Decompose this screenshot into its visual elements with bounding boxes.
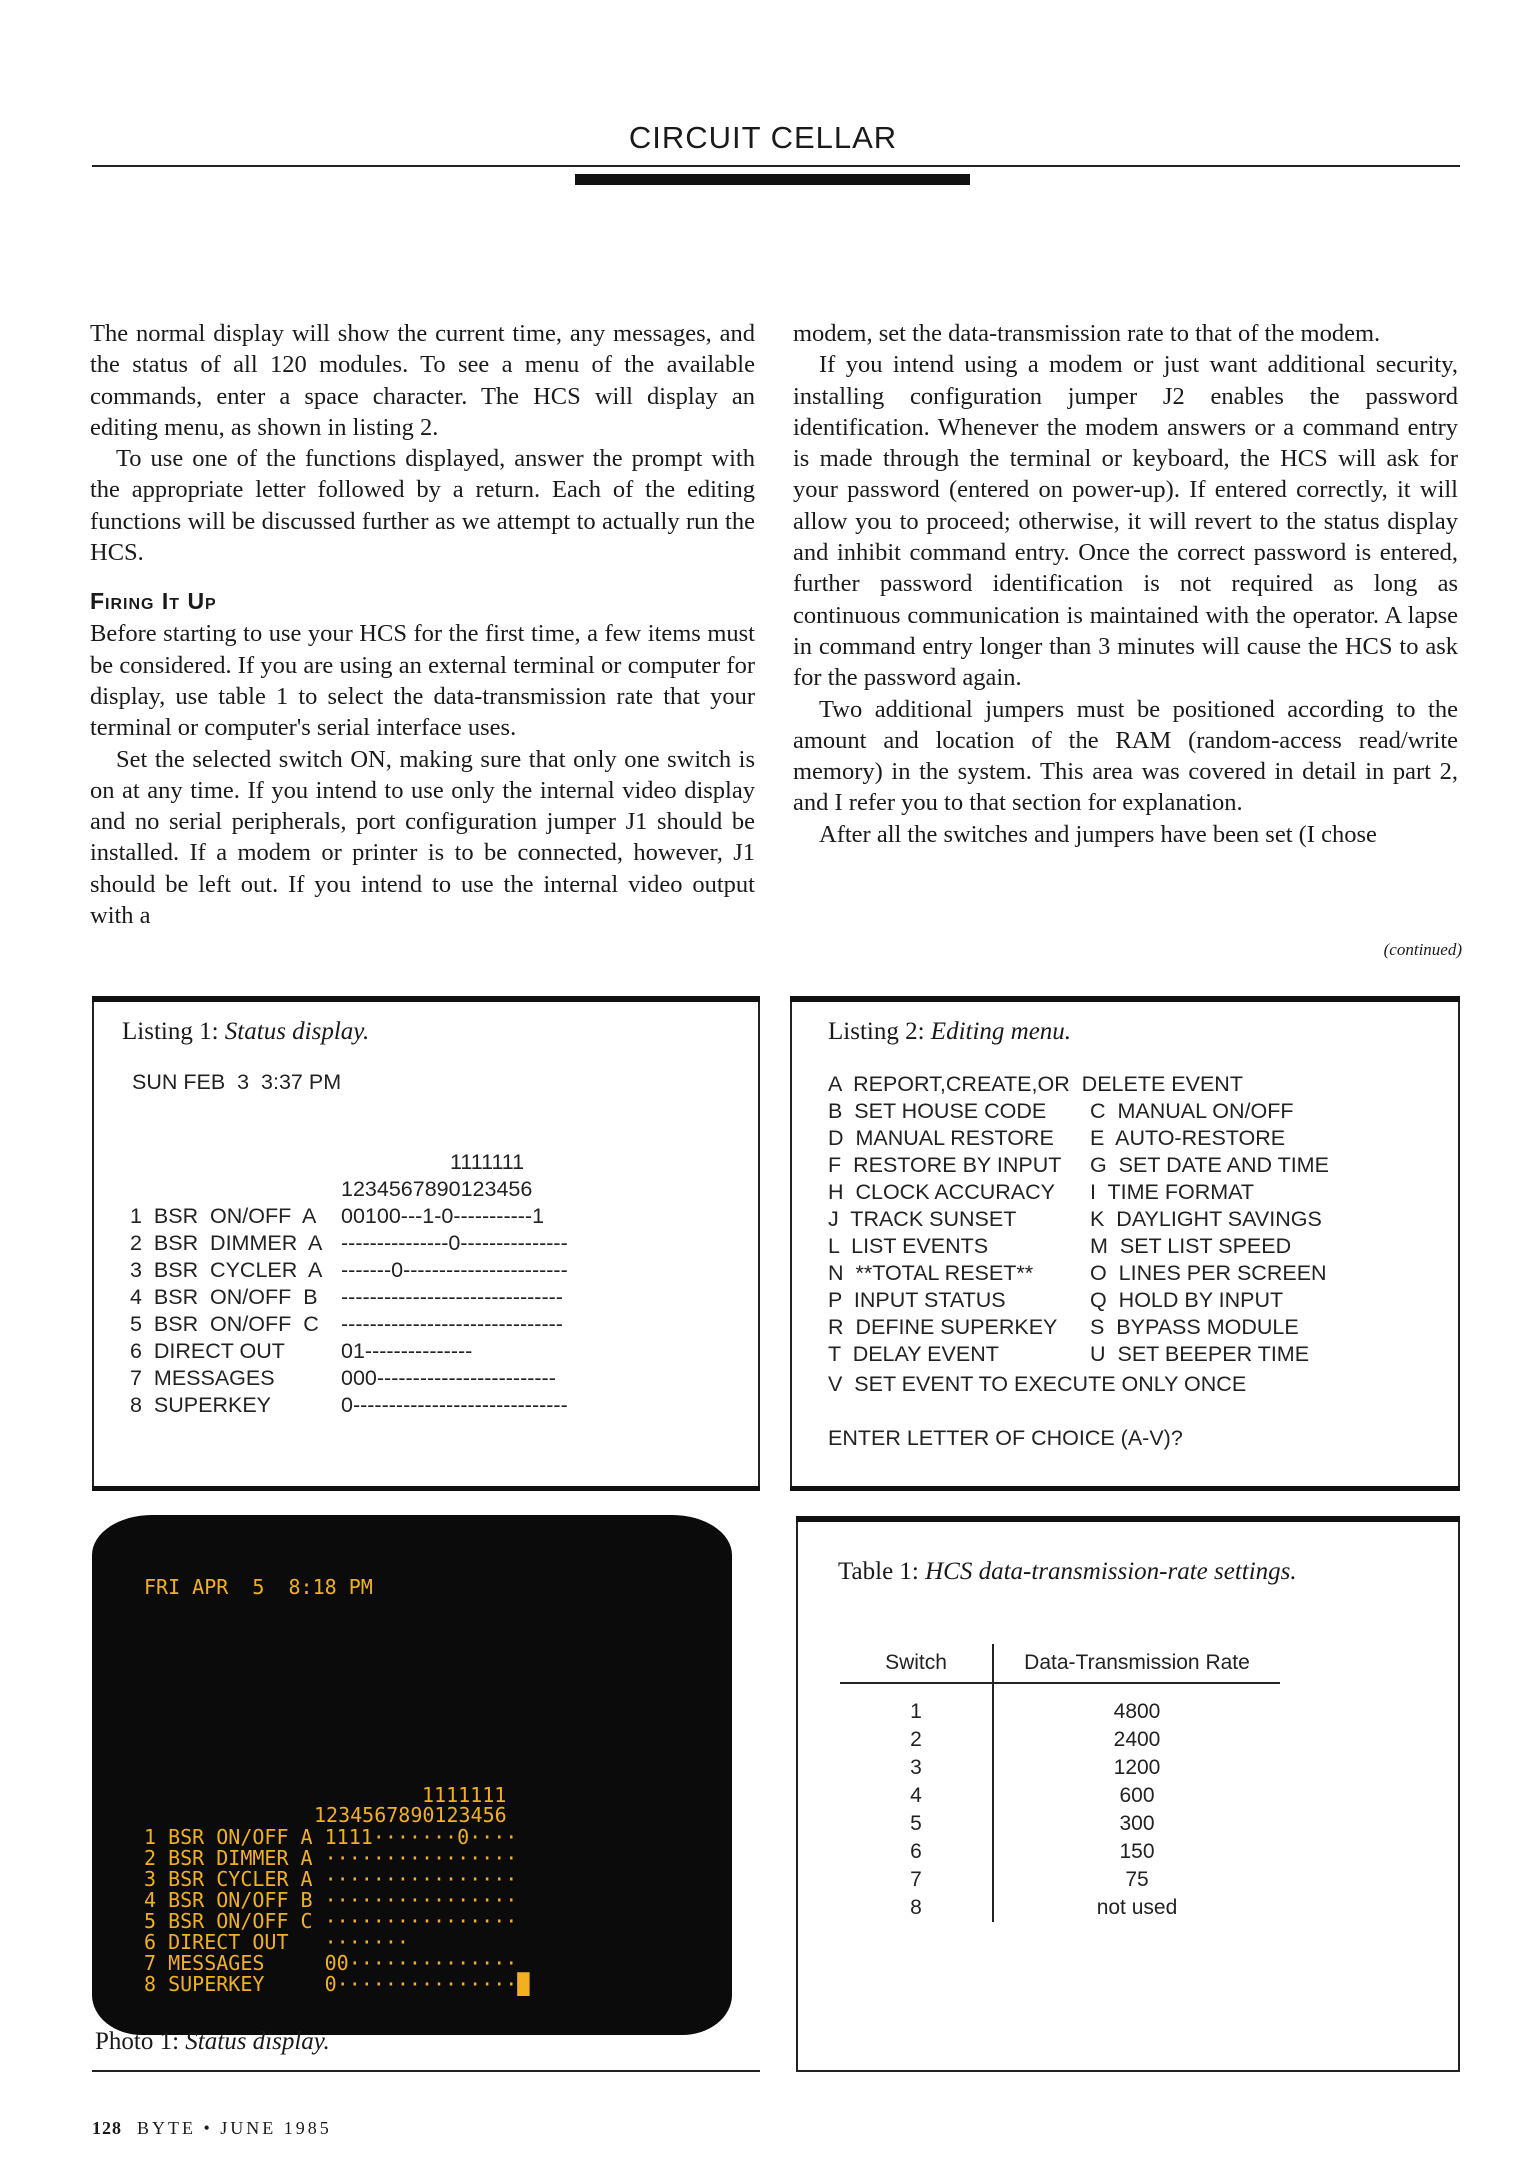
module-status: 01---------------	[341, 1339, 473, 1363]
photo-rule	[92, 2070, 760, 2072]
table-header-rate: Data-Transmission Rate	[993, 1644, 1280, 1683]
page-number: 128	[92, 2118, 122, 2138]
switch-cell: 7	[840, 1866, 993, 1894]
header-bar	[575, 174, 970, 185]
menu-item: E AUTO-RESTORE	[1090, 1126, 1286, 1150]
crt-row: 5 BSR ON/OFF C ················	[144, 1909, 518, 1933]
section-title: CIRCUIT CELLAR	[628, 120, 898, 155]
crt-row: 7 MESSAGES 00··············	[144, 1951, 518, 1975]
table-1-box	[796, 1520, 1460, 2072]
crt-row: 3 BSR CYCLER A ················	[144, 1867, 518, 1891]
article-column-left	[90, 318, 755, 931]
rate-table	[840, 1644, 1280, 1922]
module-status: -------0-----------------------	[341, 1258, 568, 1282]
menu-item: N **TOTAL RESET**	[828, 1261, 1034, 1285]
paragraph: Before starting to use your HCS for the first time, a few items must be considered. If you are using an external terminal or computer for display, use table 1 to select the data-transmission rate that your terminal or computer's serial interface uses.	[90, 620, 755, 742]
rate-cell: 300	[1119, 1811, 1155, 1835]
paragraph: The normal display will show the current time, any messages, and the status of all 120 modules. To see a menu of the available commands, enter a space character. The HCS will display an editing menu, as shown in listing 2.	[90, 320, 755, 441]
module-label: 4 BSR ON/OFF B	[130, 1285, 318, 1309]
rate-cell: 75	[1125, 1867, 1149, 1891]
header-rule	[92, 165, 1460, 167]
table-row	[840, 1754, 1280, 1782]
table-header-switch: Switch	[840, 1644, 993, 1683]
section-heading: Firing It Up	[90, 588, 217, 615]
module-label: 1 BSR ON/OFF A	[130, 1204, 317, 1228]
photo-1-caption: Photo 1: Status display.	[95, 2028, 330, 2055]
switch-cell: 3	[840, 1754, 993, 1782]
menu-prompt: ENTER LETTER OF CHOICE (A-V)?	[828, 1426, 1183, 1450]
menu-item: S BYPASS MODULE	[1090, 1315, 1299, 1339]
crt-time: FRI APR 5 8:18 PM	[144, 1575, 373, 1599]
module-label: 7 MESSAGES	[130, 1366, 275, 1390]
module-status: 00100---1-0-----------1	[341, 1204, 545, 1228]
module-label: 2 BSR DIMMER A	[130, 1231, 323, 1255]
crt-row: 8 SUPERKEY 0···············█	[144, 1972, 530, 1996]
rate-cell: 4800	[1113, 1699, 1161, 1723]
menu-item: C MANUAL ON/OFF	[1090, 1099, 1294, 1123]
menu-item: D MANUAL RESTORE	[828, 1126, 1054, 1150]
listing-1-time: SUN FEB 3 3:37 PM	[132, 1070, 342, 1094]
paragraph: After all the switches and jumpers have been set (I chose	[819, 820, 1377, 848]
table-1-caption: Table 1: HCS data-transmission-rate settings.	[838, 1558, 1297, 1585]
menu-item: I TIME FORMAT	[1090, 1180, 1255, 1204]
page-footer	[92, 2118, 332, 2139]
magazine-issue: BYTE • JUNE 1985	[137, 2118, 332, 2138]
rate-table-wrap	[840, 1644, 1280, 1922]
rate-table-body	[840, 1683, 1280, 1922]
crt-header-units: 1234567890123456	[314, 1803, 507, 1827]
menu-item: M SET LIST SPEED	[1090, 1234, 1292, 1258]
listing-1-header-tens: 1111111	[450, 1150, 525, 1174]
crt-row: 2 BSR DIMMER A ················	[144, 1846, 518, 1870]
menu-item-v: V SET EVENT TO EXECUTE ONLY ONCE	[828, 1372, 1247, 1396]
menu-item: L LIST EVENTS	[828, 1234, 989, 1258]
listing-1-box	[92, 1000, 760, 1488]
menu-item: O LINES PER SCREEN	[1090, 1261, 1327, 1285]
table-row	[840, 1838, 1280, 1866]
module-label: 8 SUPERKEY	[130, 1393, 271, 1417]
module-label: 6 DIRECT OUT	[130, 1339, 285, 1363]
table-row	[840, 1726, 1280, 1754]
menu-item: R DEFINE SUPERKEY	[828, 1315, 1058, 1339]
module-status: -------------------------------	[341, 1285, 563, 1309]
module-label: 3 BSR CYCLER A	[130, 1258, 323, 1282]
crt-photo	[92, 1515, 732, 2035]
listing-2-box	[790, 1000, 1460, 1488]
paragraph: Set the selected switch ON, making sure that only one switch is on at any time. If you intend to use only the internal video display and no serial peripherals, port configuration jumper J1 should be installed. If a modem or printer is to be connected, however, J1 should be left out. If you intend to use the internal video output with a	[90, 745, 755, 930]
paragraph: modem, set the data-transmission rate to that of the modem.	[793, 320, 1381, 347]
crt-header-tens: 1111111	[422, 1783, 507, 1807]
menu-item: U SET BEEPER TIME	[1090, 1342, 1310, 1366]
menu-item: P INPUT STATUS	[828, 1288, 1006, 1312]
menu-item: T DELAY EVENT	[828, 1342, 999, 1366]
menu-item: K DAYLIGHT SAVINGS	[1090, 1207, 1322, 1231]
rate-cell: 2400	[1113, 1727, 1161, 1751]
table-row	[840, 1782, 1280, 1810]
switch-cell: 8	[840, 1894, 993, 1922]
table-row	[840, 1810, 1280, 1838]
paragraph: If you intend using a modem or just want additional security, installing configuration jumper J2 enables the password identification. Whenever the modem answers or a command entry is made through the terminal or keyboard, the HCS will ask for your password (entered on power-up). If entered correctly, it will allow you to proceed; otherwise, it will revert to the status display and inhibit command entry. Once the correct password is entered, further password identification is not required as long as continuous communication is maintained with the operator. A lapse in command entry longer than 3 minutes will cause the HCS to ask for the password again.	[793, 351, 1458, 692]
paragraph: To use one of the functions displayed, answer the prompt with the appropriate letter followed by a return. Each of the editing functions will be discussed further as we attempt to actually run the HCS.	[90, 445, 755, 567]
rate-cell: 150	[1119, 1839, 1155, 1863]
crt-row: 4 BSR ON/OFF B ················	[144, 1888, 518, 1912]
table-row	[840, 1683, 1280, 1726]
paragraph: Two additional jumpers must be positioned according to the amount and location of the RAM (random-access read/write memory) in the system. This area was covered in detail in part 2, and I refer you to that section for explanation.	[793, 695, 1458, 817]
module-status: 000-------------------------	[341, 1366, 556, 1390]
module-status: ---------------0---------------	[341, 1231, 568, 1255]
module-status: 0------------------------------	[341, 1393, 568, 1417]
menu-item: H CLOCK ACCURACY	[828, 1180, 1055, 1204]
menu-item: J TRACK SUNSET	[828, 1207, 1017, 1231]
listing-2-caption: Listing 2: Editing menu.	[828, 1018, 1072, 1045]
switch-cell: 2	[840, 1726, 993, 1754]
switch-cell: 1	[840, 1683, 993, 1726]
module-status: -------------------------------	[341, 1312, 563, 1336]
continued-note: (continued)	[1383, 940, 1462, 959]
rate-cell: not used	[1096, 1895, 1178, 1919]
listing-1-caption: Listing 1: Status display.	[122, 1018, 370, 1045]
rate-cell: 1200	[1113, 1755, 1161, 1779]
menu-item: B SET HOUSE CODE	[828, 1099, 1047, 1123]
switch-cell: 4	[840, 1782, 993, 1810]
rate-cell: 600	[1119, 1783, 1155, 1807]
crt-row: 6 DIRECT OUT ·······	[144, 1930, 409, 1954]
menu-item: F RESTORE BY INPUT	[828, 1153, 1062, 1177]
table-row	[840, 1866, 1280, 1894]
table-row	[840, 1894, 1280, 1922]
switch-cell: 5	[840, 1810, 993, 1838]
menu-item-a: A REPORT,CREATE,OR DELETE EVENT	[828, 1072, 1243, 1096]
article-column-right	[793, 318, 1458, 850]
menu-item: G SET DATE AND TIME	[1090, 1153, 1329, 1177]
crt-row: 1 BSR ON/OFF A 1111·······0····	[144, 1825, 518, 1849]
listing-1-header-units: 1234567890123456	[341, 1177, 533, 1201]
module-label: 5 BSR ON/OFF C	[130, 1312, 319, 1336]
switch-cell: 6	[840, 1838, 993, 1866]
menu-item: Q HOLD BY INPUT	[1090, 1288, 1284, 1312]
